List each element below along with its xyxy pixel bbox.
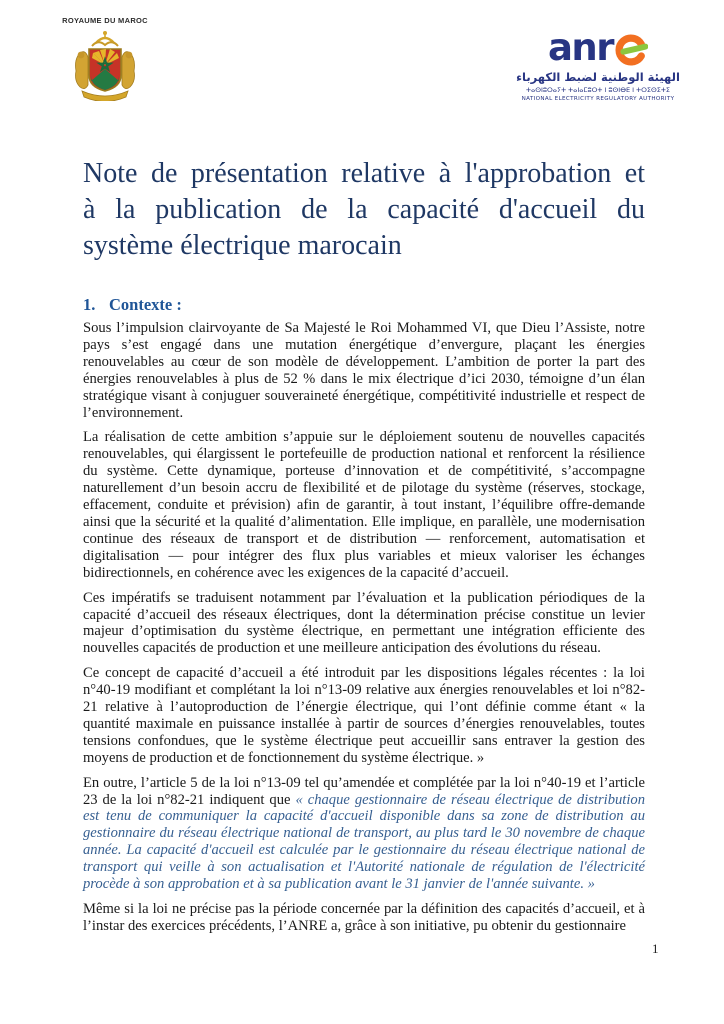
anre-english-name: NATIONAL ELECTRICITY REGULATORY AUTHORITY (521, 96, 675, 102)
title-line-1: Note de présentation relative à l'approbation et (83, 158, 645, 189)
anre-tifinagh-name: ⵜⴰⵙⵏⵓⵔⴰⵢⵜ ⵜⴰⵏⴰⵎⵓⵔⵜ ⵏ ⵓⵙⵏⴱⴹ ⵏ ⵜⵔⵉⵙⵉⵜⵉ (526, 86, 670, 94)
title-line-3: système électrique marocain (83, 230, 402, 261)
paragraph-6: Même si la loi ne précise pas la période concernée par la définition des capacités d’accueil, et à l’instar des exercices précédents, l’ANRE a, grâce à son initiative, pu obtenir du gestionnaire (83, 901, 645, 934)
title-line-2: à la publication de la capacité d'accueil du (83, 194, 645, 225)
paragraph-4: Ce concept de capacité d’accueil a été introduit par les dispositions légales récentes : la loi n°40-19 modifiant et complétant la loi n°13-09 relative aux énergies renouvelables et loi n°82-21 relative à l’autoproduction de l’énergie électrique, qui l’ont définie comme étant « la quantité maximale en puissance installée à partir de sources d’énergies renouvelables, toutes tensions confondues, que le système électrique peut accueillir sans entraver la gestion des moyens de production et de fonctionnement du système électrique. » (83, 665, 645, 766)
kingdom-caption: ROYAUME DU MAROC (62, 16, 148, 25)
body-text (83, 320, 645, 935)
page-number: 1 (652, 941, 659, 956)
section-label: Contexte : (109, 295, 182, 314)
paragraph-5-legal-quote: « chaque gestionnaire de réseau électrique de distribution est tenu de communiquer la capacité d'accueil disponible dans sa zone de distribution au gestionnaire du réseau électrique national de transport, au plus tard le 30 novembre de chaque année. La capacité d'accueil est calculée par le gestionnaire du réseau électrique national de transport qui veille à son actualisation et l'Autorité nationale de régulation de l'électricité procède à son approbation et à sa publication avant le 31 janvier de l'année suivante. » (83, 791, 645, 893)
paragraph-5 (83, 775, 645, 893)
paragraph-2: La réalisation de cette ambition s’appuie sur le déploiement soutenu de nouvelles capacités renouvelables, qui élargissent le portefeuille de production national et renforcent la résilience du système. Cette dynamique, porteuse d’innovation et de compétitivité, s’accompagne naturellement d’un besoin accru de flexibilité et de pilotage du système (réserves, stockage, effacement, conduite et prévision) afin de garantir, à tout instant, l’équilibre offre-demande ainsi que la sécurité et la qualité d’alimentation. Elle implique, en parallèle, une modernisation continue des réseaux de transport et de distribution — renforcement, automatisation et digitalisation — pour intégrer des flux plus variables et mieux valoriser les échanges bidirectionnels, en cohérence avec les exigences de la capacité d’accueil. (83, 429, 645, 581)
section-heading-contexte (83, 294, 645, 315)
document-title (83, 156, 645, 264)
document-content (83, 0, 645, 935)
paragraph-5-intro: En outre, l’article 5 de la loi n°13-09 tel qu’amendée et complétée par la loi n°40-19 et l’article 23 de la loi n°82-21 indiquent que (83, 774, 645, 808)
paragraph-3: Ces impératifs se traduisent notamment par l’évaluation et la publication périodiques de la capacité d’accueil des réseaux électriques, dont la détermination précise constitue un levier majeur d’optimisation du système électrique, en permettant une intégration efficiente des nouvelles capacités de production et une meilleure anticipation des évolutions du réseau. (83, 589, 645, 657)
section-number: 1. (83, 295, 96, 314)
anre-arabic-name: الهيئة الوطنية لضبط الكهرباء (516, 70, 680, 84)
paragraph-1: Sous l’impulsion clairvoyante de Sa Majesté le Roi Mohammed VI, que Dieu l’Assiste, notre pays s’est engagé dans une mutation énergétique d’envergure, plaçant les énergies renouvelables au cœur de son modèle de développement. L’ambition de porter la part des énergies renouvelables à plus de 52 % dans le mix électrique d’ici 2030, témoigne d’un élan stratégique visant à conjuguer souveraineté énergétique, compétitivité industrielle et respect de l’environnement. (83, 320, 645, 421)
anre-wordmark-text: anr (547, 26, 614, 69)
